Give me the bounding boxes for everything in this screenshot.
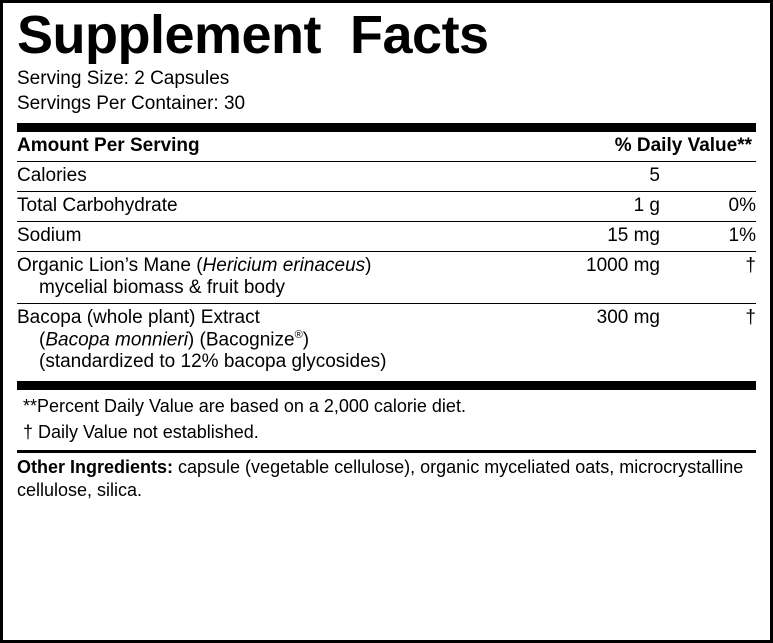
serving-size: Serving Size: 2 Capsules — [17, 67, 230, 89]
row-dv: 1% — [660, 221, 756, 251]
ingredient-name-pre: Organic Lion’s Mane ( — [17, 254, 203, 276]
divider-thick-bottom — [17, 381, 756, 390]
footnote-dagger: † Daily Value not established. — [23, 422, 259, 443]
ingredient-name-italic: Hericium erinaceus — [202, 254, 366, 276]
brand-name: ) (Bacognize — [187, 329, 295, 351]
row-name — [17, 303, 515, 377]
row-amount: 5 — [515, 161, 660, 191]
page-title: Supplement Facts — [17, 5, 489, 65]
ingredient-line3: (standardized to 12% bacopa glycosides) — [39, 351, 387, 373]
ingredient-name-italic: Bacopa monnieri — [45, 329, 188, 351]
ingredient-line2 — [17, 329, 515, 351]
table-row-ingredient — [17, 303, 756, 377]
ingredient-name-pre: Bacopa (whole plant) Extract — [17, 306, 260, 328]
table-row — [17, 161, 756, 191]
row-dv — [660, 161, 756, 191]
row-amount: 1000 mg — [515, 251, 660, 303]
row-dv: † — [745, 306, 756, 328]
daily-value-header: % Daily Value** — [515, 132, 756, 162]
facts-table — [17, 132, 756, 377]
ingredient-name-post: ) — [365, 254, 372, 276]
amount-per-serving-header: Amount Per Serving — [17, 132, 515, 162]
table-row-ingredient — [17, 251, 756, 303]
paren-open: ( — [39, 329, 46, 351]
registered-mark: ® — [294, 328, 303, 341]
divider-thick-top — [17, 123, 756, 132]
servings-per-container: Servings Per Container: 30 — [17, 93, 246, 115]
table-header-row — [17, 132, 756, 162]
table-row — [17, 221, 756, 251]
paren-close: ) — [302, 329, 310, 351]
row-name: Calories — [17, 161, 515, 191]
footnote-daily-value: **Percent Daily Value are based on a 2,000 calorie diet. — [23, 396, 466, 417]
row-name: Sodium — [17, 221, 515, 251]
other-ingredients — [17, 453, 756, 503]
row-dv: † — [660, 251, 756, 303]
other-ingredients-label: Other Ingredients: — [17, 456, 174, 477]
other-ingredients-text: capsule (vegetable cellulose), organic myceliated oats, microcrystalline cellulose, silica. — [17, 456, 744, 501]
row-name — [17, 251, 515, 303]
row-dv: 0% — [660, 191, 756, 221]
row-name: Total Carbohydrate — [17, 191, 515, 221]
row-amount: 300 mg — [596, 306, 660, 328]
ingredient-subline: mycelial biomass & fruit body — [39, 276, 286, 298]
row-amount: 15 mg — [515, 221, 660, 251]
row-amount: 1 g — [515, 191, 660, 221]
table-row — [17, 191, 756, 221]
